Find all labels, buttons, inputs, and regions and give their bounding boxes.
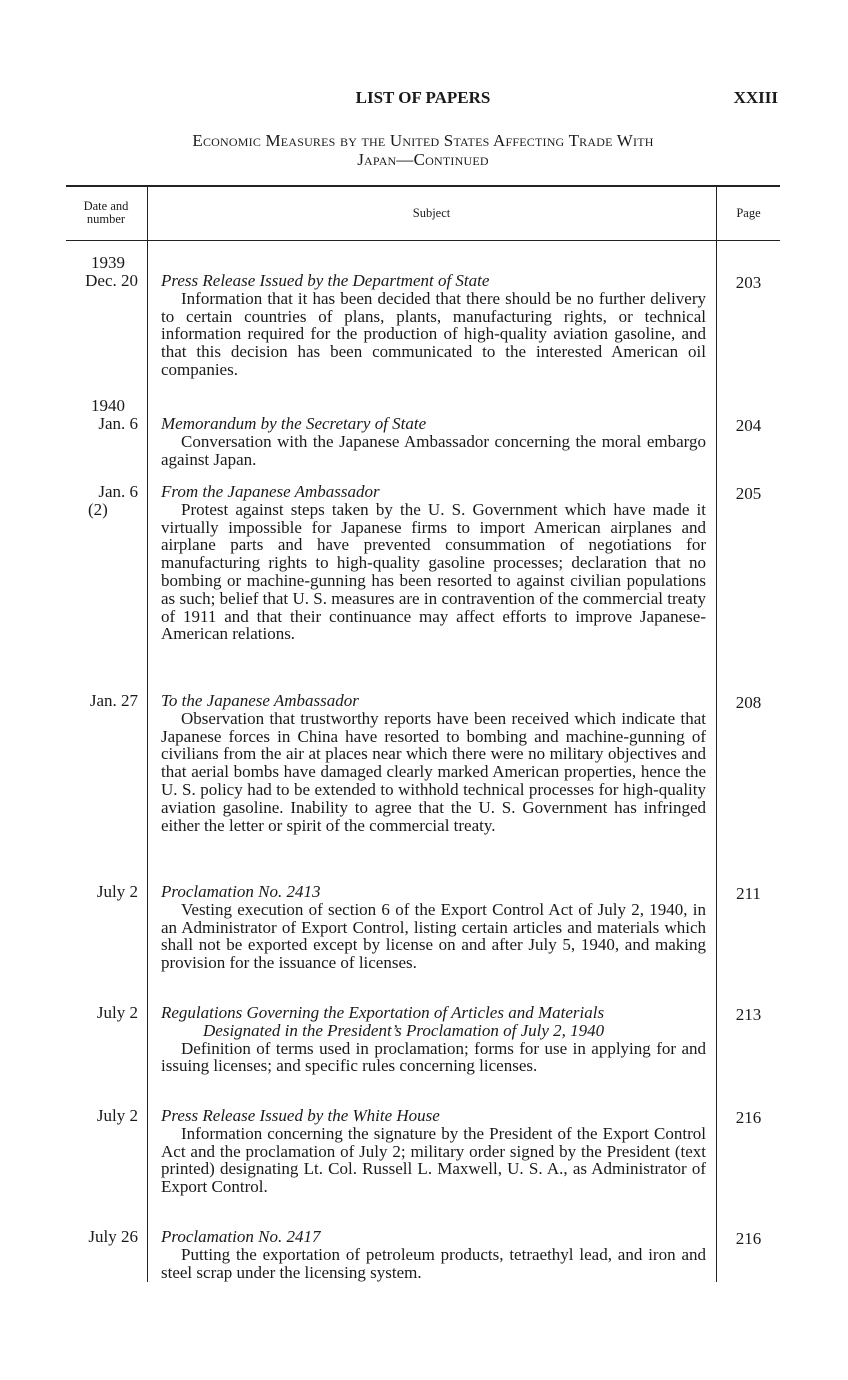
list-item (161, 692, 706, 834)
section-title-line-2: Japan—Continued (357, 150, 489, 169)
entry-title: From the Japanese Ambassador (161, 482, 380, 501)
entry-page: 216 (735, 1229, 762, 1248)
entry-number: (2) (88, 500, 108, 519)
entry-page: 211 (736, 884, 761, 903)
list-item (161, 272, 706, 379)
entry-description: Information concerning the signature by the President of the Export Control Act and the proclamation of July 2; military order signed by the President (text printed) designating Lt. Col. Russell L. Maxwell, U. S. A., as Administrator of Export Control. (161, 1123, 706, 1197)
entry-date-text: Dec. 20 (85, 271, 138, 290)
list-item (161, 883, 706, 972)
entry-description: Protest against steps taken by the U. S. Government which have made it virtually impossible for Japanese firms to import American airplanes and airplane parts and have prevented consummation of negotiations for manufacturing rights to high-quality gasoline processes; declaration that no bombing or machine-gunning has been resorted to against civilian populations as such; belief that U. S. measures are in contravention of the commercial treaty of 1911 and that their continuance may affect efforts to improve Japanese-American relations. (161, 499, 706, 644)
entry-date-text: Jan. 6 (98, 482, 138, 501)
section-title (66, 131, 780, 169)
entry-title: To the Japanese Ambassador (161, 691, 359, 710)
list-item (161, 483, 706, 643)
entry-description: Putting the exportation of petroleum products, tetraethyl lead, and iron and steel scrap under the licensing system. (161, 1244, 706, 1282)
entry-date-text: July 2 (96, 1003, 138, 1022)
list-item (161, 1107, 706, 1196)
entry-date (66, 1004, 138, 1022)
entry-date-text: July 2 (96, 1106, 138, 1125)
entry-date (66, 692, 138, 710)
list-item (161, 415, 706, 468)
column-header-page: Page (736, 206, 761, 220)
entry-date-text: July 2 (96, 882, 138, 901)
entry-date (66, 272, 138, 290)
entry-title: Press Release Issued by the White House (161, 1106, 440, 1125)
entry-date (66, 883, 138, 901)
column-divider-date (147, 187, 148, 1282)
entry-description: Observation that trustworthy reports have been received which indicate that Japanese forces in China have resorted to bombing and machine-gunning of civilians from the air at places near which there were no military objectives and that aerial bombs have damaged clearly marked American properties, hence the U. S. policy had to be extended to withhold technical processes for high-quality aviation gasoline. Inability to agree that the U. S. Government has infringed either the letter or spirit of the commercial treaty. (161, 708, 706, 835)
entry-title-continued: Designated in the President’s Proclamation of July 2, 1940 (203, 1020, 605, 1040)
column-header-date: Date and number (83, 199, 129, 226)
running-head-title: LIST OF PAPERS (355, 88, 491, 107)
entry-description: Information that it has been decided that there should be no further delivery to certain countries of plans, plants, manufacturing rights, or technical information required for the production of high-quality aviation gasoline, and that this decision has been communicated to the interested American oil companies. (161, 288, 706, 379)
entry-date-text: July 26 (88, 1227, 138, 1246)
entry-description: Vesting execution of section 6 of the Export Control Act of July 2, 1940, in an Administrator of Export Control, listing certain articles and materials which shall not be exported except by license on and after July 5, 1940, and making provision for the issuance of licenses. (161, 899, 706, 973)
section-title-line-1: Economic Measures by the United States Affecting Trade With (192, 131, 654, 150)
entry-date-text: Jan. 6 (98, 414, 138, 433)
year-label: 1940 (91, 396, 125, 415)
table-top-rule (66, 185, 780, 187)
list-item (161, 1228, 706, 1281)
page-number: XXIII (733, 88, 778, 107)
entry-date (66, 1107, 138, 1125)
entry-page: 203 (735, 273, 762, 292)
entry-date-text: Jan. 27 (89, 691, 138, 710)
column-header-subject: Subject (412, 206, 451, 220)
list-item (161, 1004, 706, 1075)
table-header-rule (66, 240, 780, 241)
entry-page: 216 (735, 1108, 762, 1127)
entry-date (66, 1228, 138, 1246)
entry-title: Proclamation No. 2417 (161, 1227, 321, 1246)
entry-title: Memorandum by the Secretary of State (161, 414, 427, 433)
entry-title: Press Release Issued by the Department of State (161, 271, 490, 290)
entry-page: 205 (735, 484, 762, 503)
running-head (66, 88, 780, 112)
entry-description: Definition of terms used in proclamation; forms for use in applying for and issuing licenses; and specific rules concerning licenses. (161, 1038, 706, 1076)
year-label: 1939 (91, 253, 125, 272)
entry-page: 213 (735, 1005, 762, 1024)
entry-title: Regulations Governing the Exportation of Articles and Materials (161, 1003, 605, 1022)
entry-date (66, 483, 138, 519)
entry-description: Conversation with the Japanese Ambassador concerning the moral embargo against Japan. (161, 431, 706, 469)
entry-date (66, 415, 138, 433)
entry-title: Proclamation No. 2413 (161, 882, 321, 901)
entry-page: 204 (735, 416, 762, 435)
entry-page: 208 (735, 693, 762, 712)
